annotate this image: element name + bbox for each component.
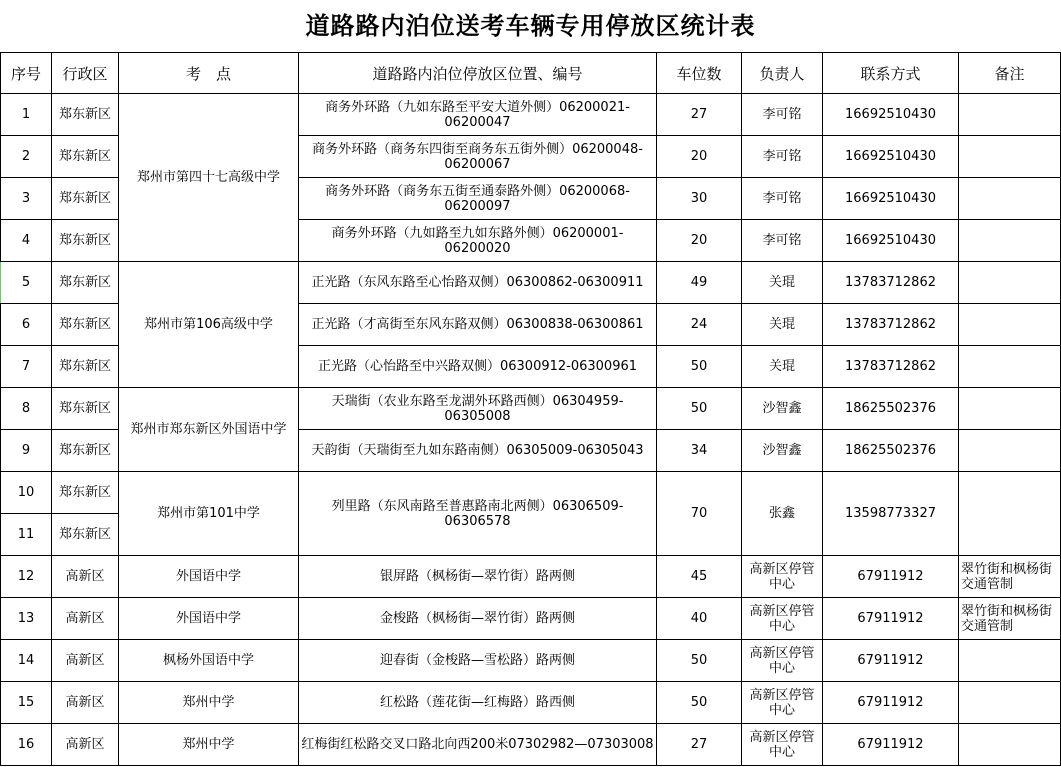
table-row: [1, 94, 1061, 136]
manager-cell: 关琨: [742, 262, 823, 304]
manager-cell: 张鑫: [742, 472, 823, 556]
location-cell: 正光路（才高街至东风东路双侧）06300838-06300861: [299, 304, 657, 346]
contact-cell: 67911912: [823, 598, 959, 640]
table-row: [1, 640, 1061, 682]
header-note: 备注: [959, 53, 1061, 94]
location-cell: 天韵街（天瑞街至九如东路南侧）06305009-06305043: [299, 430, 657, 472]
header-seq: 序号: [1, 53, 52, 94]
school-cell: 郑州市第106高级中学: [119, 262, 299, 388]
district-cell: 郑东新区: [52, 94, 119, 136]
school-cell: 外国语中学: [119, 556, 299, 598]
manager-cell: 关琨: [742, 346, 823, 388]
seq-cell: 10: [1, 472, 52, 514]
location-cell: 商务外环路（商务东四街至商务东五街外侧）06200048-06200067: [299, 136, 657, 178]
district-cell: 高新区: [52, 640, 119, 682]
header-exam-site: 考 点: [119, 53, 299, 94]
contact-cell: 13783712862: [823, 304, 959, 346]
seq-cell: 11: [1, 514, 52, 556]
table-row: [1, 556, 1061, 598]
manager-cell: 沙智鑫: [742, 388, 823, 430]
school-cell: 外国语中学: [119, 598, 299, 640]
note-cell: [959, 472, 1061, 556]
seq-cell: 14: [1, 640, 52, 682]
location-cell: 商务外环路（商务东五街至通泰路外侧）06200068-06200097: [299, 178, 657, 220]
seq-cell: 9: [1, 430, 52, 472]
table-row: [1, 388, 1061, 430]
district-cell: 郑东新区: [52, 178, 119, 220]
contact-cell: 18625502376: [823, 388, 959, 430]
contact-cell: 67911912: [823, 724, 959, 766]
spaces-cell: 27: [657, 724, 742, 766]
location-cell: 天瑞街（农业东路至龙湖外环路西侧）06304959-06305008: [299, 388, 657, 430]
seq-cell: 12: [1, 556, 52, 598]
note-cell: [959, 682, 1061, 724]
manager-cell: 关琨: [742, 304, 823, 346]
table-row: [1, 262, 1061, 304]
seq-cell: 5: [1, 262, 52, 304]
contact-cell: 67911912: [823, 556, 959, 598]
table-row: [1, 472, 1061, 514]
contact-cell: 16692510430: [823, 220, 959, 262]
header-location: 道路路内泊位停放区位置、编号: [299, 53, 657, 94]
spaces-cell: 50: [657, 640, 742, 682]
header-spaces: 车位数: [657, 53, 742, 94]
location-cell: 红松路（莲花街—红梅路）路西侧: [299, 682, 657, 724]
header-contact: 联系方式: [823, 53, 959, 94]
table-row: [1, 724, 1061, 766]
spaces-cell: 20: [657, 220, 742, 262]
district-cell: 高新区: [52, 598, 119, 640]
contact-cell: 13598773327: [823, 472, 959, 556]
note-cell: [959, 136, 1061, 178]
spaces-cell: 50: [657, 346, 742, 388]
table-row: [1, 682, 1061, 724]
note-cell: 翠竹街和枫杨街交通管制: [959, 556, 1061, 598]
district-cell: 郑东新区: [52, 472, 119, 514]
school-cell: 郑州市第四十七高级中学: [119, 94, 299, 262]
contact-cell: 16692510430: [823, 94, 959, 136]
district-cell: 郑东新区: [52, 430, 119, 472]
district-cell: 高新区: [52, 724, 119, 766]
district-cell: 高新区: [52, 556, 119, 598]
contact-cell: 67911912: [823, 682, 959, 724]
spaces-cell: 50: [657, 682, 742, 724]
header-manager: 负责人: [742, 53, 823, 94]
note-cell: [959, 178, 1061, 220]
school-cell: 郑州中学: [119, 682, 299, 724]
spaces-cell: 24: [657, 304, 742, 346]
note-cell: [959, 304, 1061, 346]
manager-cell: 沙智鑫: [742, 430, 823, 472]
seq-cell: 13: [1, 598, 52, 640]
spaces-cell: 34: [657, 430, 742, 472]
contact-cell: 16692510430: [823, 136, 959, 178]
note-cell: [959, 388, 1061, 430]
location-cell: 正光路（心怡路至中兴路双侧）06300912-06300961: [299, 346, 657, 388]
manager-cell: 李可铭: [742, 136, 823, 178]
manager-cell: 高新区停管中心: [742, 598, 823, 640]
table-row: [1, 598, 1061, 640]
seq-cell: 2: [1, 136, 52, 178]
contact-cell: 18625502376: [823, 430, 959, 472]
district-cell: 郑东新区: [52, 304, 119, 346]
manager-cell: 高新区停管中心: [742, 640, 823, 682]
spaces-cell: 40: [657, 598, 742, 640]
spaces-cell: 70: [657, 472, 742, 556]
location-cell: 金梭路（枫杨街—翠竹街）路两侧: [299, 598, 657, 640]
parking-table: [0, 52, 1061, 766]
contact-cell: 67911912: [823, 640, 959, 682]
spaces-cell: 49: [657, 262, 742, 304]
location-cell: 银屏路（枫杨街—翠竹街）路两侧: [299, 556, 657, 598]
district-cell: 郑东新区: [52, 136, 119, 178]
seq-cell: 6: [1, 304, 52, 346]
seq-cell: 1: [1, 94, 52, 136]
seq-cell: 7: [1, 346, 52, 388]
location-cell: 商务外环路（九如路至九如东路外侧）06200001-06200020: [299, 220, 657, 262]
note-cell: [959, 262, 1061, 304]
spaces-cell: 20: [657, 136, 742, 178]
seq-cell: 3: [1, 178, 52, 220]
school-cell: 郑州市郑东新区外国语中学: [119, 388, 299, 472]
district-cell: 高新区: [52, 682, 119, 724]
manager-cell: 高新区停管中心: [742, 682, 823, 724]
location-cell: 正光路（东风东路至心怡路双侧）06300862-06300911: [299, 262, 657, 304]
seq-cell: 8: [1, 388, 52, 430]
seq-cell: 16: [1, 724, 52, 766]
spaces-cell: 45: [657, 556, 742, 598]
location-cell: 红梅街红松路交叉口路北向西200米07302982—07303008: [299, 724, 657, 766]
header-district: 行政区: [52, 53, 119, 94]
location-cell: 商务外环路（九如东路至平安大道外侧）06200021-06200047: [299, 94, 657, 136]
contact-cell: 16692510430: [823, 178, 959, 220]
note-cell: [959, 430, 1061, 472]
header-row: [1, 53, 1061, 94]
school-cell: 郑州中学: [119, 724, 299, 766]
spaces-cell: 50: [657, 388, 742, 430]
manager-cell: 高新区停管中心: [742, 724, 823, 766]
note-cell: [959, 94, 1061, 136]
seq-cell: 15: [1, 682, 52, 724]
school-cell: 枫杨外国语中学: [119, 640, 299, 682]
contact-cell: 13783712862: [823, 346, 959, 388]
district-cell: 郑东新区: [52, 388, 119, 430]
location-cell: 迎春街（金梭路—雪松路）路两侧: [299, 640, 657, 682]
manager-cell: 李可铭: [742, 178, 823, 220]
contact-cell: 13783712862: [823, 262, 959, 304]
district-cell: 郑东新区: [52, 346, 119, 388]
district-cell: 郑东新区: [52, 220, 119, 262]
location-cell: 列里路（东风南路至普惠路南北两侧）06306509-06306578: [299, 472, 657, 556]
seq-cell: 4: [1, 220, 52, 262]
manager-cell: 李可铭: [742, 220, 823, 262]
district-cell: 郑东新区: [52, 262, 119, 304]
note-cell: 翠竹街和枫杨街交通管制: [959, 598, 1061, 640]
spaces-cell: 30: [657, 178, 742, 220]
note-cell: [959, 220, 1061, 262]
note-cell: [959, 724, 1061, 766]
district-cell: 郑东新区: [52, 514, 119, 556]
manager-cell: 李可铭: [742, 94, 823, 136]
spaces-cell: 27: [657, 94, 742, 136]
school-cell: 郑州市第101中学: [119, 472, 299, 556]
manager-cell: 高新区停管中心: [742, 556, 823, 598]
note-cell: [959, 640, 1061, 682]
page-title: 道路路内泊位送考车辆专用停放区统计表: [305, 12, 756, 40]
note-cell: [959, 346, 1061, 388]
